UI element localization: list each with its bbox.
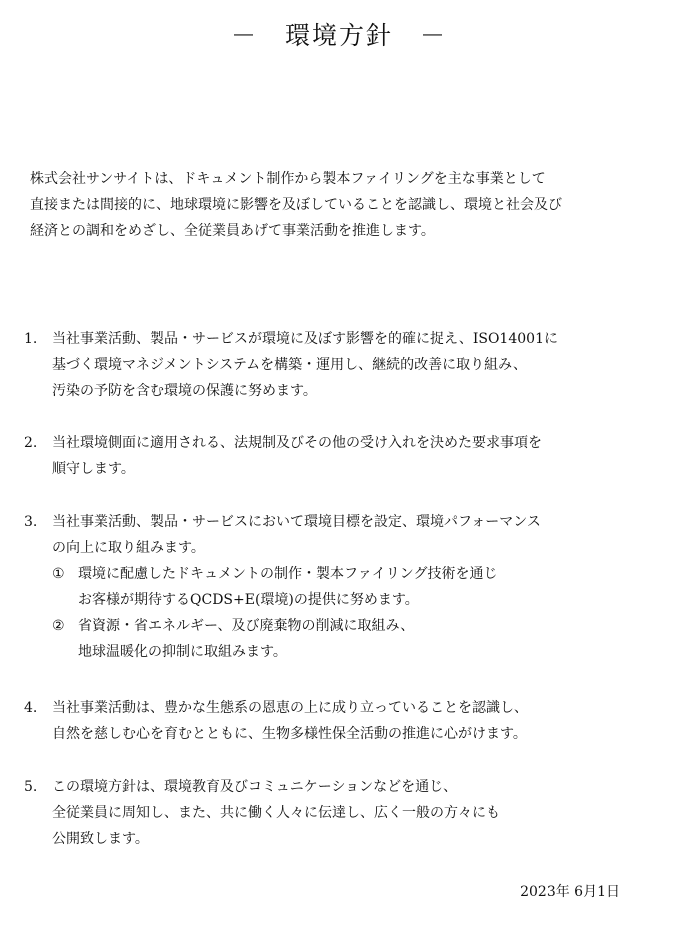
- policy-item-line: 全従業員に周知し、また、共に働く人々に伝達し、広く一般の方々にも: [52, 805, 500, 821]
- page-title: － 環境方針 －: [230, 21, 447, 50]
- policy-item-number: 4.: [24, 700, 38, 716]
- policy-item-number: 2.: [24, 435, 38, 451]
- policy-item-2: [24, 430, 542, 482]
- subitem-marker: ②: [52, 618, 65, 634]
- policy-item-1: [24, 326, 558, 404]
- policy-item-line: この環境方針は、環境教育及びコミュニケーションなどを通じ、: [52, 779, 458, 795]
- policy-item-line: の向上に取り組みます。: [52, 540, 205, 556]
- policy-item-line: 当社事業活動、製品・サービスが環境に及ぼす影響を的確に捉え、ISO14001に: [52, 331, 558, 347]
- policy-item-line: 基づく環境マネジメントシステムを構築・運用し、継続的改善に取り組み、: [52, 357, 528, 373]
- policy-item-5: [24, 774, 500, 852]
- policy-item-3: [24, 509, 541, 665]
- intro-line: 経済との調和をめざし、全従業員あげて事業活動を推進します。: [30, 223, 435, 239]
- policy-item-line: 汚染の予防を含む環境の保護に努めます。: [52, 383, 317, 399]
- policy-item-4: [24, 695, 528, 747]
- policy-item-line: 当社事業活動は、豊かな生態系の恩恵の上に成り立っていることを認識し、: [52, 700, 528, 716]
- issue-date: 2023年 6月1日: [520, 884, 620, 900]
- policy-subitem-2: [52, 613, 541, 665]
- policy-item-line: 公開致します。: [52, 831, 149, 847]
- intro-line: 直接または間接的に、地球環境に影響を及ぼしていることを認識し、環境と社会及び: [30, 197, 562, 213]
- policy-item-number: 3.: [24, 514, 38, 530]
- policy-item-line: 自然を慈しむ心を育むとともに、生物多様性保全活動の推進に心がけます。: [52, 726, 527, 742]
- subitem-line: 省資源・省エネルギー、及び廃棄物の削減に取組み、: [78, 618, 415, 634]
- policy-item-number: 5.: [24, 779, 38, 795]
- subitem-marker: ①: [52, 566, 65, 582]
- policy-item-line: 当社環境側面に適用される、法規制及びその他の受け入れを決めた要求事項を: [52, 435, 542, 451]
- policy-item-number: 1.: [24, 331, 38, 347]
- policy-item-line: 順守します。: [52, 461, 135, 477]
- subitem-line: 環境に配慮したドキュメントの制作・製本ファイリング技術を通じ: [78, 566, 498, 582]
- intro-paragraph: [30, 166, 562, 244]
- intro-line: 株式会社サンサイトは、ドキュメント制作から製本ファイリングを主な事業として: [30, 171, 546, 187]
- subitem-line: お客様が期待するQCDS+E(環境)の提供に努めます。: [78, 592, 419, 608]
- policy-item-line: 当社事業活動、製品・サービスにおいて環境目標を設定、環境パフォーマンス: [52, 514, 541, 530]
- subitem-line: 地球温暖化の抑制に取組みます。: [78, 644, 287, 660]
- policy-subitem-1: [52, 561, 541, 613]
